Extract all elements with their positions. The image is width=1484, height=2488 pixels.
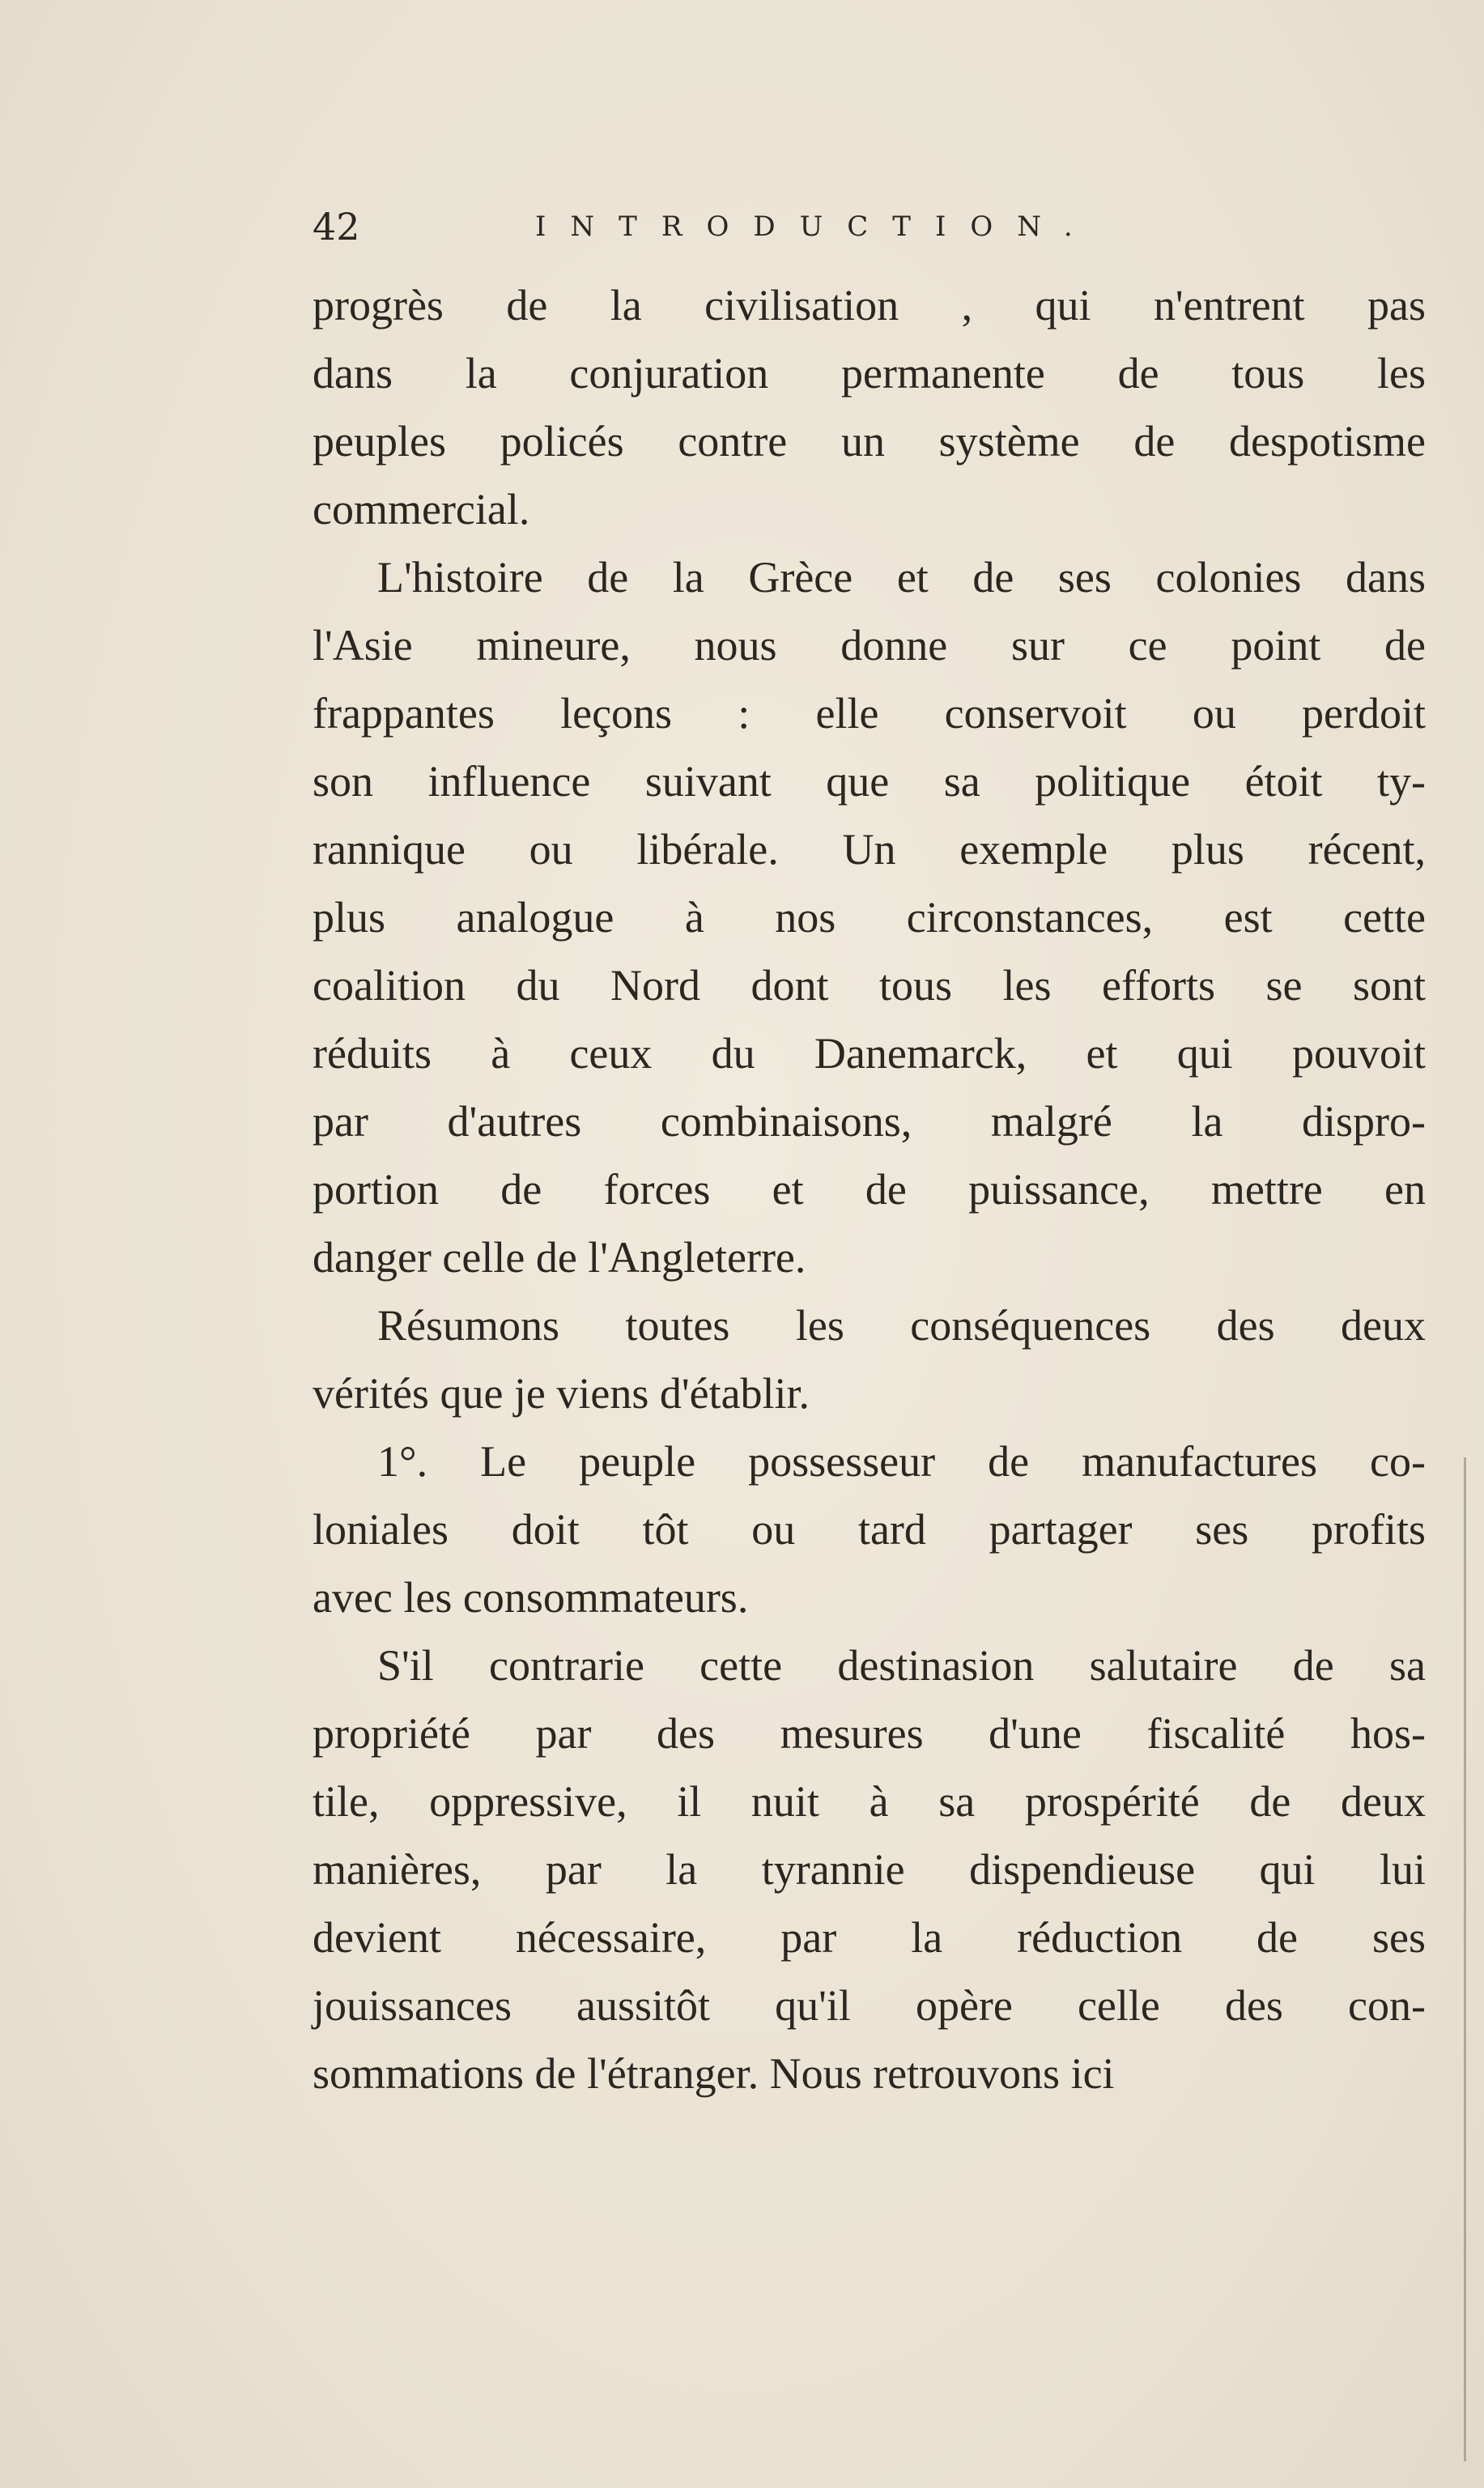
page-edge-shadow <box>1464 1457 1466 2461</box>
text-line: plus analogue à nos circonstances, est cette <box>313 893 1426 942</box>
text-line: Résumons toutes les conséquences des deux <box>377 1301 1426 1350</box>
text-line: réduits à ceux du Danemarck, et qui pouvoit <box>313 1029 1426 1078</box>
text-line: S'il contrarie cette destinasion salutaire de sa <box>377 1641 1426 1690</box>
text-line: avec les consommateurs. <box>313 1573 749 1622</box>
text-line: son influence suivant que sa politique étoit ty- <box>313 757 1426 806</box>
body-text <box>313 271 1426 2107</box>
text-line: danger celle de l'Angleterre. <box>313 1233 806 1282</box>
text-line: propriété par des mesures d'une fiscalité hos- <box>313 1709 1426 1758</box>
text-line: frappantes leçons : elle conservoit ou perdoit <box>313 689 1426 738</box>
page-number: 42 <box>313 205 360 249</box>
paragraph <box>313 1631 1426 2107</box>
text-line: 1°. Le peuple possesseur de manufactures co- <box>377 1437 1426 1486</box>
running-head: INTRODUCTION. <box>535 211 1097 243</box>
text-line: par d'autres combinaisons, malgré la dispro- <box>313 1097 1426 1146</box>
paragraph <box>313 543 1426 1291</box>
text-line: dans la conjuration permanente de tous les <box>313 349 1426 398</box>
text-line: commercial. <box>313 485 530 534</box>
text-line: coalition du Nord dont tous les efforts se sont <box>313 961 1426 1010</box>
paragraph <box>313 1427 1426 1631</box>
text-line: vérités que je viens d'établir. <box>313 1369 810 1418</box>
text-line: rannique ou libérale. Un exemple plus récent, <box>313 825 1426 874</box>
text-line: jouissances aussitôt qu'il opère celle des con- <box>313 1981 1426 2030</box>
text-line: l'Asie mineure, nous donne sur ce point de <box>313 621 1426 670</box>
text-line: sommations de l'étranger. Nous retrouvons ici <box>313 2049 1115 2098</box>
text-line: portion de forces et de puissance, mettre en <box>313 1165 1426 1214</box>
text-line: manières, par la tyrannie dispendieuse qui lui <box>313 1845 1426 1894</box>
text-line: L'histoire de la Grèce et de ses colonies dans <box>377 553 1426 602</box>
text-line: devient nécessaire, par la réduction de ses <box>313 1913 1426 1962</box>
paragraph <box>313 271 1426 543</box>
text-line: loniales doit tôt ou tard partager ses profits <box>313 1505 1426 1554</box>
text-line: progrès de la civilisation , qui n'entrent pas <box>313 281 1426 330</box>
page-header <box>313 202 1426 251</box>
text-line: peuples policés contre un système de despotisme <box>313 417 1426 466</box>
paragraph <box>313 1291 1426 1427</box>
text-line: tile, oppressive, il nuit à sa prospérité de deux <box>313 1777 1426 1826</box>
